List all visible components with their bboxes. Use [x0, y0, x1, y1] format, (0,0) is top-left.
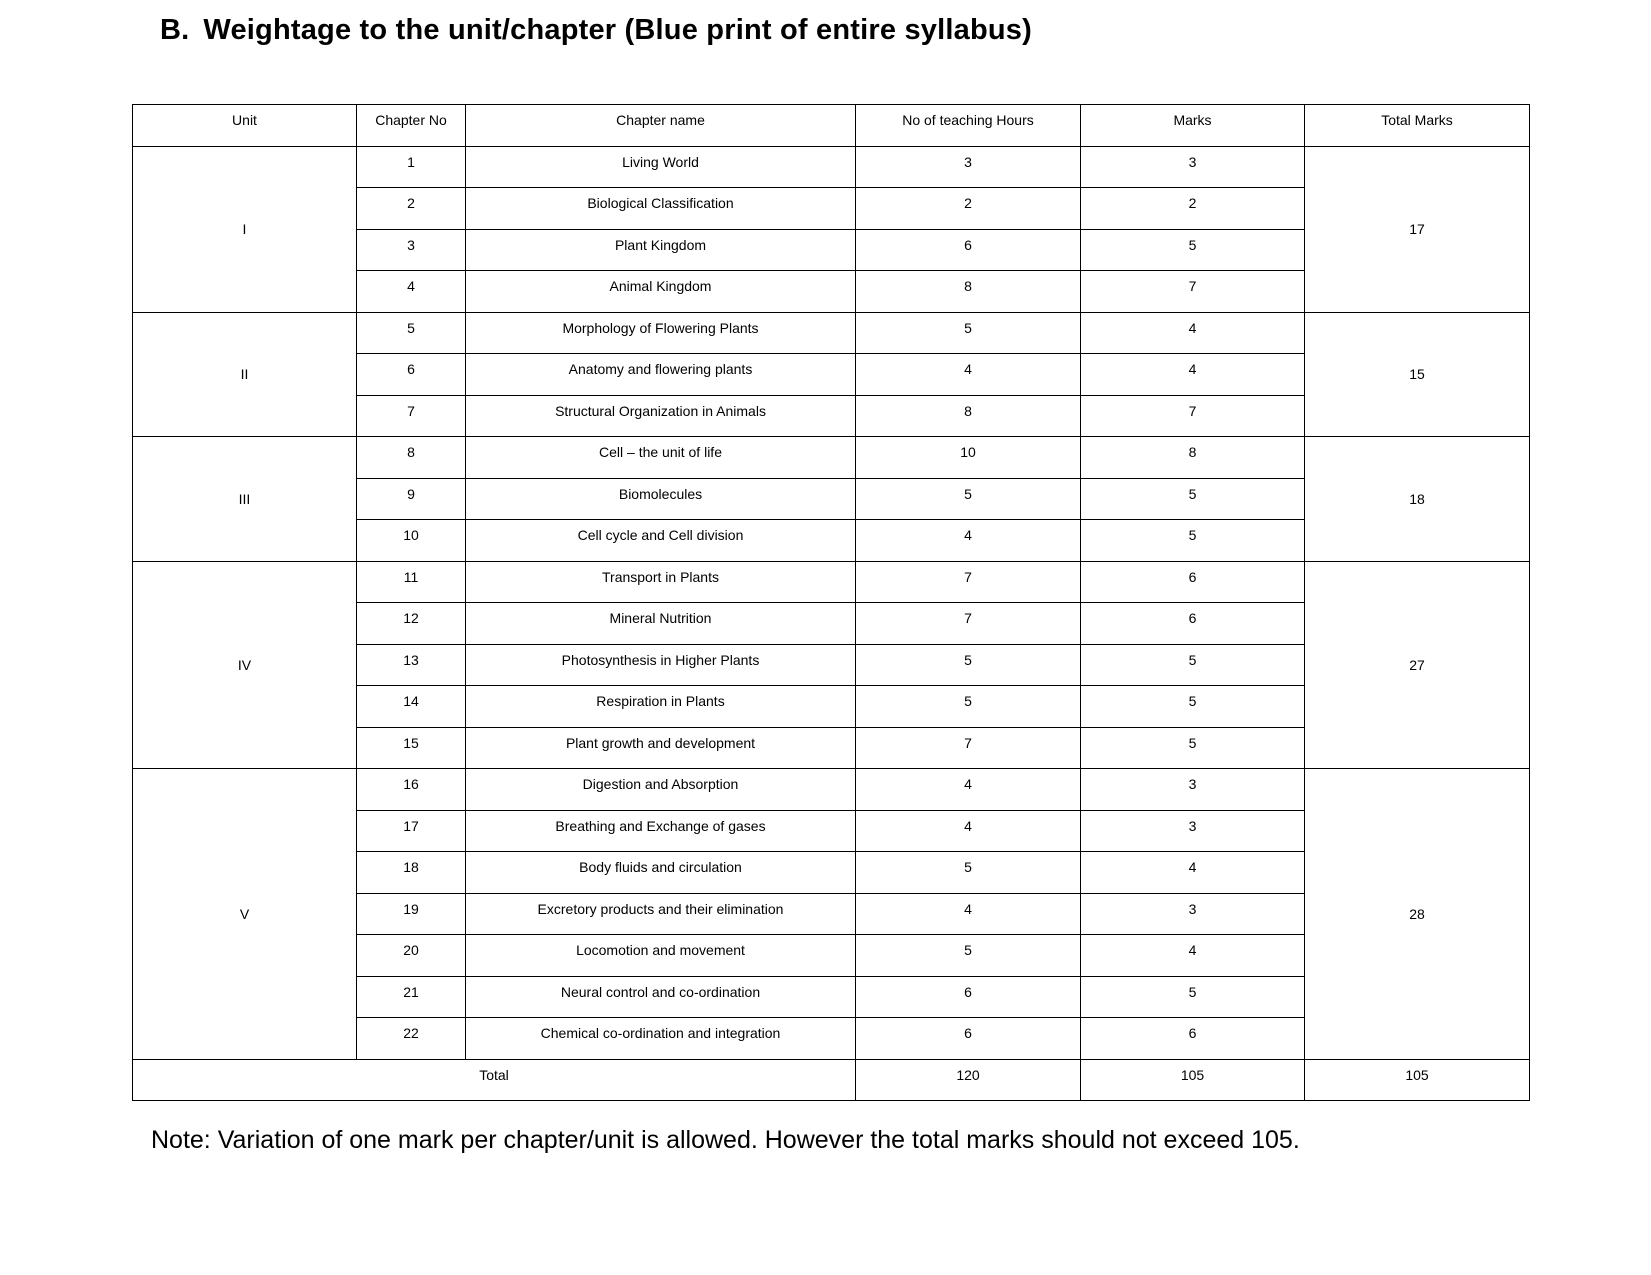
chapter-name-cell: Plant growth and development [466, 727, 856, 769]
page-title [160, 14, 1032, 47]
hours-cell: 7 [856, 603, 1081, 645]
hours-cell: 7 [856, 727, 1081, 769]
section-label: B. [160, 14, 190, 46]
chapter-name-cell: Cell – the unit of life [466, 437, 856, 479]
chapter-no-cell: 16 [357, 769, 466, 811]
chapter-name-cell: Photosynthesis in Higher Plants [466, 644, 856, 686]
chapter-no-cell: 11 [357, 561, 466, 603]
unit-cell: II [133, 312, 357, 437]
chapter-name-cell: Biological Classification [466, 188, 856, 230]
chapter-no-cell: 20 [357, 935, 466, 977]
chapter-name-cell: Cell cycle and Cell division [466, 520, 856, 562]
hours-cell: 5 [856, 644, 1081, 686]
header-hours: No of teaching Hours [856, 105, 1081, 147]
chapter-no-cell: 4 [357, 271, 466, 313]
table-row [133, 146, 1530, 188]
table-body [133, 146, 1530, 1059]
marks-cell: 5 [1081, 520, 1305, 562]
chapter-name-cell: Respiration in Plants [466, 686, 856, 728]
chapter-no-cell: 9 [357, 478, 466, 520]
chapter-name-cell: Structural Organization in Animals [466, 395, 856, 437]
table-row [133, 437, 1530, 479]
chapter-no-cell: 6 [357, 354, 466, 396]
hours-cell: 6 [856, 1018, 1081, 1060]
grand-total-marks: 105 [1305, 1059, 1530, 1101]
total-row [133, 1059, 1530, 1101]
chapter-name-cell: Mineral Nutrition [466, 603, 856, 645]
table-row [133, 769, 1530, 811]
chapter-no-cell: 2 [357, 188, 466, 230]
chapter-no-cell: 8 [357, 437, 466, 479]
hours-cell: 5 [856, 312, 1081, 354]
chapter-no-cell: 14 [357, 686, 466, 728]
chapter-no-cell: 13 [357, 644, 466, 686]
table-row [133, 561, 1530, 603]
chapter-no-cell: 5 [357, 312, 466, 354]
chapter-name-cell: Living World [466, 146, 856, 188]
marks-cell: 7 [1081, 271, 1305, 313]
unit-cell: I [133, 146, 357, 312]
blueprint-table [132, 104, 1530, 1101]
unit-total-marks-cell: 18 [1305, 437, 1530, 562]
total-marks: 105 [1081, 1059, 1305, 1101]
header-chapter-no: Chapter No [357, 105, 466, 147]
chapter-no-cell: 18 [357, 852, 466, 894]
marks-cell: 8 [1081, 437, 1305, 479]
marks-cell: 3 [1081, 146, 1305, 188]
total-hours: 120 [856, 1059, 1081, 1101]
marks-cell: 5 [1081, 478, 1305, 520]
marks-cell: 2 [1081, 188, 1305, 230]
table-row [133, 312, 1530, 354]
hours-cell: 4 [856, 893, 1081, 935]
hours-cell: 6 [856, 976, 1081, 1018]
header-total-marks: Total Marks [1305, 105, 1530, 147]
marks-cell: 5 [1081, 644, 1305, 686]
marks-cell: 4 [1081, 354, 1305, 396]
hours-cell: 8 [856, 395, 1081, 437]
total-label: Total [133, 1059, 856, 1101]
marks-cell: 6 [1081, 561, 1305, 603]
marks-cell: 3 [1081, 810, 1305, 852]
marks-cell: 7 [1081, 395, 1305, 437]
chapter-no-cell: 1 [357, 146, 466, 188]
chapter-no-cell: 21 [357, 976, 466, 1018]
chapter-no-cell: 22 [357, 1018, 466, 1060]
unit-cell: III [133, 437, 357, 562]
marks-cell: 5 [1081, 229, 1305, 271]
chapter-name-cell: Anatomy and flowering plants [466, 354, 856, 396]
chapter-name-cell: Locomotion and movement [466, 935, 856, 977]
marks-cell: 5 [1081, 976, 1305, 1018]
hours-cell: 5 [856, 686, 1081, 728]
note-text: Note: Variation of one mark per chapter/unit is allowed. However the total marks should not exceed 105. [151, 1126, 1300, 1154]
hours-cell: 7 [856, 561, 1081, 603]
marks-cell: 4 [1081, 852, 1305, 894]
chapter-name-cell: Neural control and co-ordination [466, 976, 856, 1018]
chapter-name-cell: Digestion and Absorption [466, 769, 856, 811]
hours-cell: 4 [856, 769, 1081, 811]
hours-cell: 6 [856, 229, 1081, 271]
hours-cell: 5 [856, 852, 1081, 894]
header-row [133, 105, 1530, 147]
hours-cell: 3 [856, 146, 1081, 188]
hours-cell: 5 [856, 478, 1081, 520]
unit-total-marks-cell: 27 [1305, 561, 1530, 769]
chapter-no-cell: 15 [357, 727, 466, 769]
chapter-name-cell: Chemical co-ordination and integration [466, 1018, 856, 1060]
header-marks: Marks [1081, 105, 1305, 147]
marks-cell: 3 [1081, 893, 1305, 935]
chapter-name-cell: Transport in Plants [466, 561, 856, 603]
unit-total-marks-cell: 15 [1305, 312, 1530, 437]
chapter-name-cell: Excretory products and their elimination [466, 893, 856, 935]
chapter-no-cell: 7 [357, 395, 466, 437]
chapter-name-cell: Morphology of Flowering Plants [466, 312, 856, 354]
hours-cell: 4 [856, 520, 1081, 562]
hours-cell: 4 [856, 810, 1081, 852]
unit-cell: IV [133, 561, 357, 769]
header-unit: Unit [133, 105, 357, 147]
marks-cell: 6 [1081, 603, 1305, 645]
unit-total-marks-cell: 28 [1305, 769, 1530, 1060]
hours-cell: 4 [856, 354, 1081, 396]
chapter-name-cell: Biomolecules [466, 478, 856, 520]
chapter-name-cell: Breathing and Exchange of gases [466, 810, 856, 852]
chapter-no-cell: 17 [357, 810, 466, 852]
marks-cell: 6 [1081, 1018, 1305, 1060]
hours-cell: 2 [856, 188, 1081, 230]
unit-cell: V [133, 769, 357, 1060]
header-chapter-name: Chapter name [466, 105, 856, 147]
marks-cell: 5 [1081, 727, 1305, 769]
chapter-no-cell: 12 [357, 603, 466, 645]
marks-cell: 4 [1081, 935, 1305, 977]
hours-cell: 5 [856, 935, 1081, 977]
marks-cell: 3 [1081, 769, 1305, 811]
hours-cell: 8 [856, 271, 1081, 313]
marks-cell: 5 [1081, 686, 1305, 728]
hours-cell: 10 [856, 437, 1081, 479]
marks-cell: 4 [1081, 312, 1305, 354]
chapter-no-cell: 3 [357, 229, 466, 271]
title-text: Weightage to the unit/chapter (Blue print of entire syllabus) [203, 14, 1032, 46]
chapter-no-cell: 19 [357, 893, 466, 935]
chapter-name-cell: Body fluids and circulation [466, 852, 856, 894]
unit-total-marks-cell: 17 [1305, 146, 1530, 312]
chapter-no-cell: 10 [357, 520, 466, 562]
chapter-name-cell: Plant Kingdom [466, 229, 856, 271]
chapter-name-cell: Animal Kingdom [466, 271, 856, 313]
